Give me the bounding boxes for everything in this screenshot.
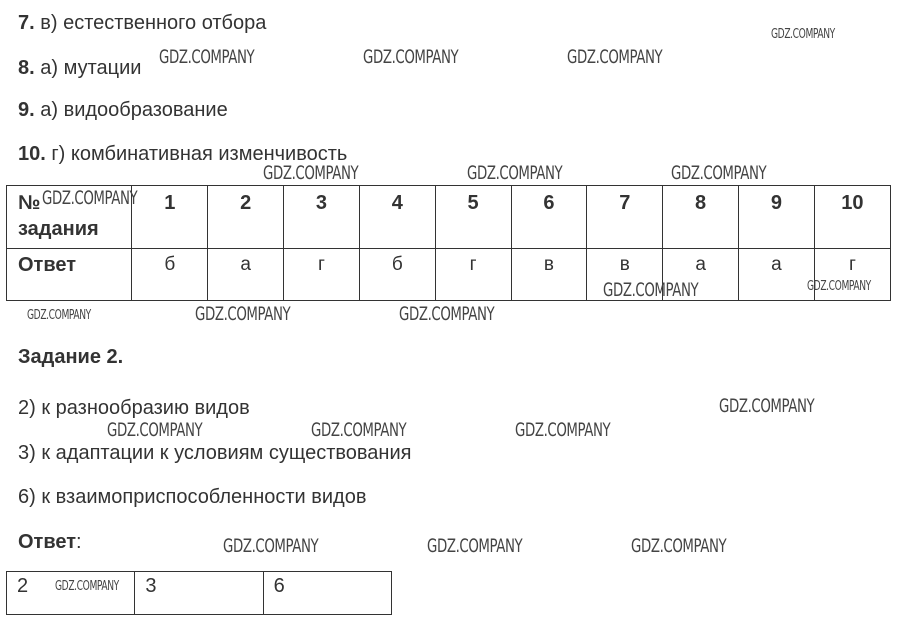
task2-item: 3) к адаптации к условиям существования	[18, 442, 412, 464]
question-number: 9.	[18, 99, 35, 121]
watermark: GDZ.COMPANY	[363, 46, 459, 68]
watermark: GDZ.COMPANY	[311, 419, 407, 441]
answer-cell: а	[208, 249, 284, 301]
column-header: 6	[511, 186, 587, 249]
answer-cell: г	[435, 249, 511, 301]
watermark: GDZ.COMPANY	[55, 579, 119, 594]
answer-text: а) мутации	[40, 57, 142, 79]
column-header: 4	[359, 186, 435, 249]
watermark: GDZ.COMPANY	[807, 279, 871, 294]
column-header: 8	[663, 186, 739, 249]
answer-cell: г	[814, 249, 890, 301]
column-header: 10	[814, 186, 890, 249]
question-number: 10.	[18, 143, 46, 165]
watermark: GDZ.COMPANY	[42, 187, 138, 209]
column-header: 7	[587, 186, 663, 249]
answer-cell: 2	[7, 572, 135, 615]
task2-answer-label: Ответ:	[18, 531, 82, 553]
answer-cell: а	[663, 249, 739, 301]
watermark: GDZ.COMPANY	[427, 535, 523, 557]
column-header: 9	[739, 186, 815, 249]
answer-cell: а	[739, 249, 815, 301]
watermark: GDZ.COMPANY	[515, 419, 611, 441]
answer-text: в) естественного отбора	[40, 12, 267, 34]
watermark: GDZ.COMPANY	[567, 46, 663, 68]
watermark: GDZ.COMPANY	[27, 308, 91, 323]
answer-text: г) комбинативная изменчивость	[51, 143, 348, 165]
watermark: GDZ.COMPANY	[107, 419, 203, 441]
answer-line-7	[18, 11, 266, 35]
watermark: GDZ.COMPANY	[631, 535, 727, 557]
watermark: GDZ.COMPANY	[467, 162, 563, 184]
watermark: GDZ.COMPANY	[603, 279, 699, 301]
answer-cell: 6	[263, 572, 391, 615]
watermark: GDZ.COMPANY	[671, 162, 767, 184]
answer-line-8	[18, 56, 141, 80]
answer-cell: 3	[135, 572, 263, 615]
column-header: 2	[208, 186, 284, 249]
answer-line-9	[18, 98, 228, 122]
watermark: GDZ.COMPANY	[771, 27, 835, 42]
watermark: GDZ.COMPANY	[719, 395, 815, 417]
watermark: GDZ.COMPANY	[223, 535, 319, 557]
answer-cell: б	[359, 249, 435, 301]
question-number: 8.	[18, 57, 35, 79]
column-header: 5	[435, 186, 511, 249]
answer-cell: б	[132, 249, 208, 301]
answer-row-label: Ответ	[7, 249, 132, 301]
answer-cell: в	[511, 249, 587, 301]
answers-table	[6, 185, 891, 301]
column-header: 1	[132, 186, 208, 249]
watermark: GDZ.COMPANY	[195, 303, 291, 325]
answer-cell: в	[587, 249, 663, 301]
task2-title: Задание 2.	[18, 346, 124, 368]
task2-item: 6) к взаимоприспособленности видов	[18, 486, 367, 508]
question-number: 7.	[18, 12, 35, 34]
watermark: GDZ.COMPANY	[399, 303, 495, 325]
watermark: GDZ.COMPANY	[159, 46, 255, 68]
task2-item: 2) к разнообразию видов	[18, 397, 250, 419]
column-header: 3	[284, 186, 360, 249]
task-number-header: № задания	[7, 186, 132, 249]
answer-text: а) видообразование	[40, 99, 228, 121]
answer-cell: г	[284, 249, 360, 301]
watermark: GDZ.COMPANY	[263, 162, 359, 184]
table-header-row	[7, 186, 891, 249]
table-row	[7, 249, 891, 301]
